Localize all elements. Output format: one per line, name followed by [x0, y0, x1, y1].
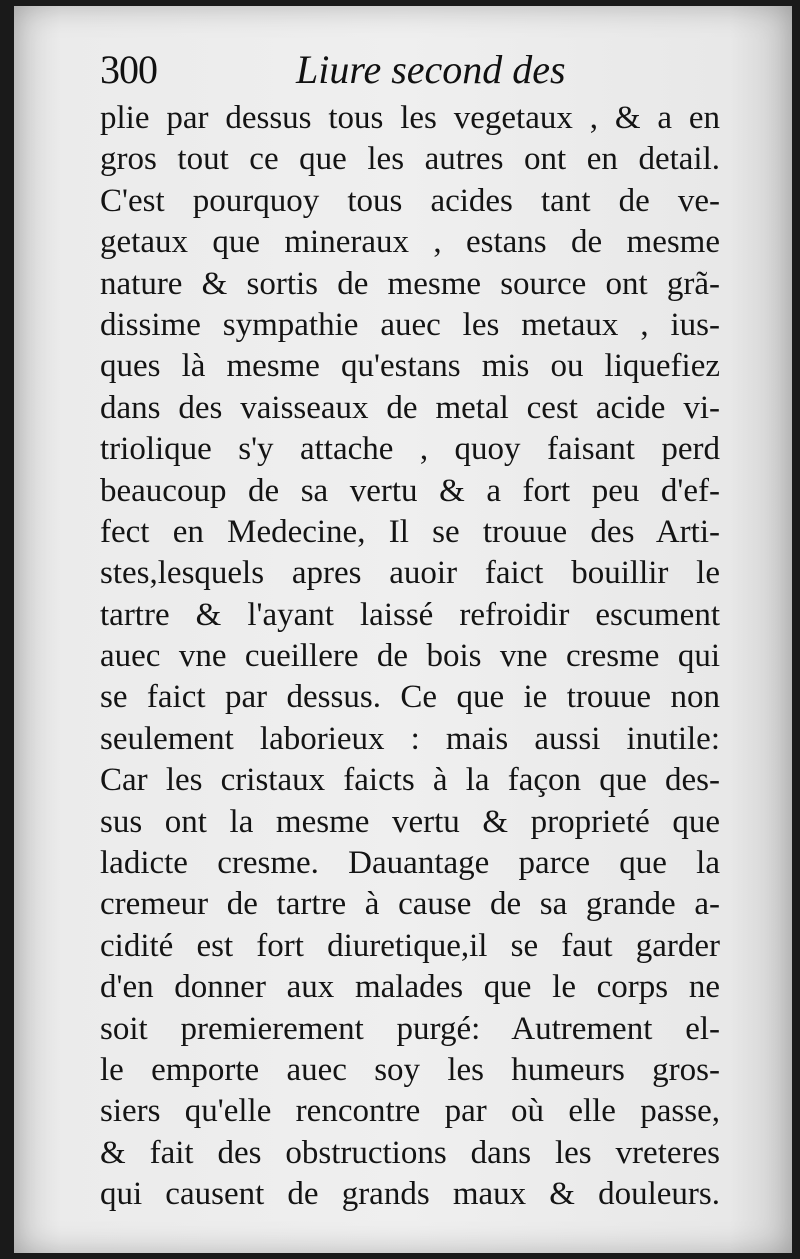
text-line: gros tout ce que les autres ont en detail. [100, 141, 720, 178]
book-page [14, 6, 792, 1253]
text-line: getaux que mineraux , estans de mesme [100, 224, 720, 261]
text-line: d'en donner aux malades que le corps ne [100, 969, 720, 1006]
text-line: ques là mesme qu'estans mis ou liquefiez [100, 348, 720, 385]
text-line: auec vne cueillere de bois vne cresme qui [100, 638, 720, 675]
text-line: cremeur de tartre à cause de sa grande a- [100, 886, 720, 923]
text-line: seulement laborieux : mais aussi inutile: [100, 720, 720, 757]
text-line: se faict par dessus. Ce que ie trouue non [100, 679, 720, 716]
text-line: & fait des obstructions dans les vreteres [100, 1134, 720, 1171]
text-line: cidité est fort diuretique,il se faut garder [100, 927, 720, 964]
text-line: nature & sortis de mesme source ont grã- [100, 265, 720, 302]
text-line: Car les cristaux faicts à la façon que des- [100, 762, 720, 799]
text-line: fect en Medecine, Il se trouue des Arti- [100, 513, 720, 550]
text-line: le emporte auec soy les humeurs gros- [100, 1051, 720, 1088]
text-line: beaucoup de sa vertu & a fort peu d'ef- [100, 472, 720, 509]
text-line: tartre & l'ayant laissé refroidir escument [100, 596, 720, 633]
page-number: 300 [100, 47, 157, 92]
text-line: soit premierement purgé: Autrement el- [100, 1010, 720, 1047]
text-line: plie par dessus tous les vegetaux , & a en [100, 100, 720, 136]
text-line: stes,lesquels apres auoir faict bouillir le [100, 555, 720, 592]
text-line: siers qu'elle rencontre par où elle passe, [100, 1093, 720, 1130]
text-line: qui causent de grands maux & douleurs. [100, 1176, 720, 1213]
running-title: Liure second des [296, 47, 566, 92]
text-line: ladicte cresme. Dauantage parce que la [100, 845, 720, 882]
text-line: dans des vaisseaux de metal cest acide vi- [100, 389, 720, 426]
body-text [100, 98, 720, 1216]
running-head [100, 42, 720, 100]
text-line: triolique s'y attache , quoy faisant perd [100, 431, 720, 468]
text-line: sus ont la mesme vertu & proprieté que [100, 803, 720, 840]
text-line: C'est pourquoy tous acides tant de ve- [100, 182, 720, 219]
text-line: dissime sympathie auec les metaux , ius- [100, 306, 720, 343]
